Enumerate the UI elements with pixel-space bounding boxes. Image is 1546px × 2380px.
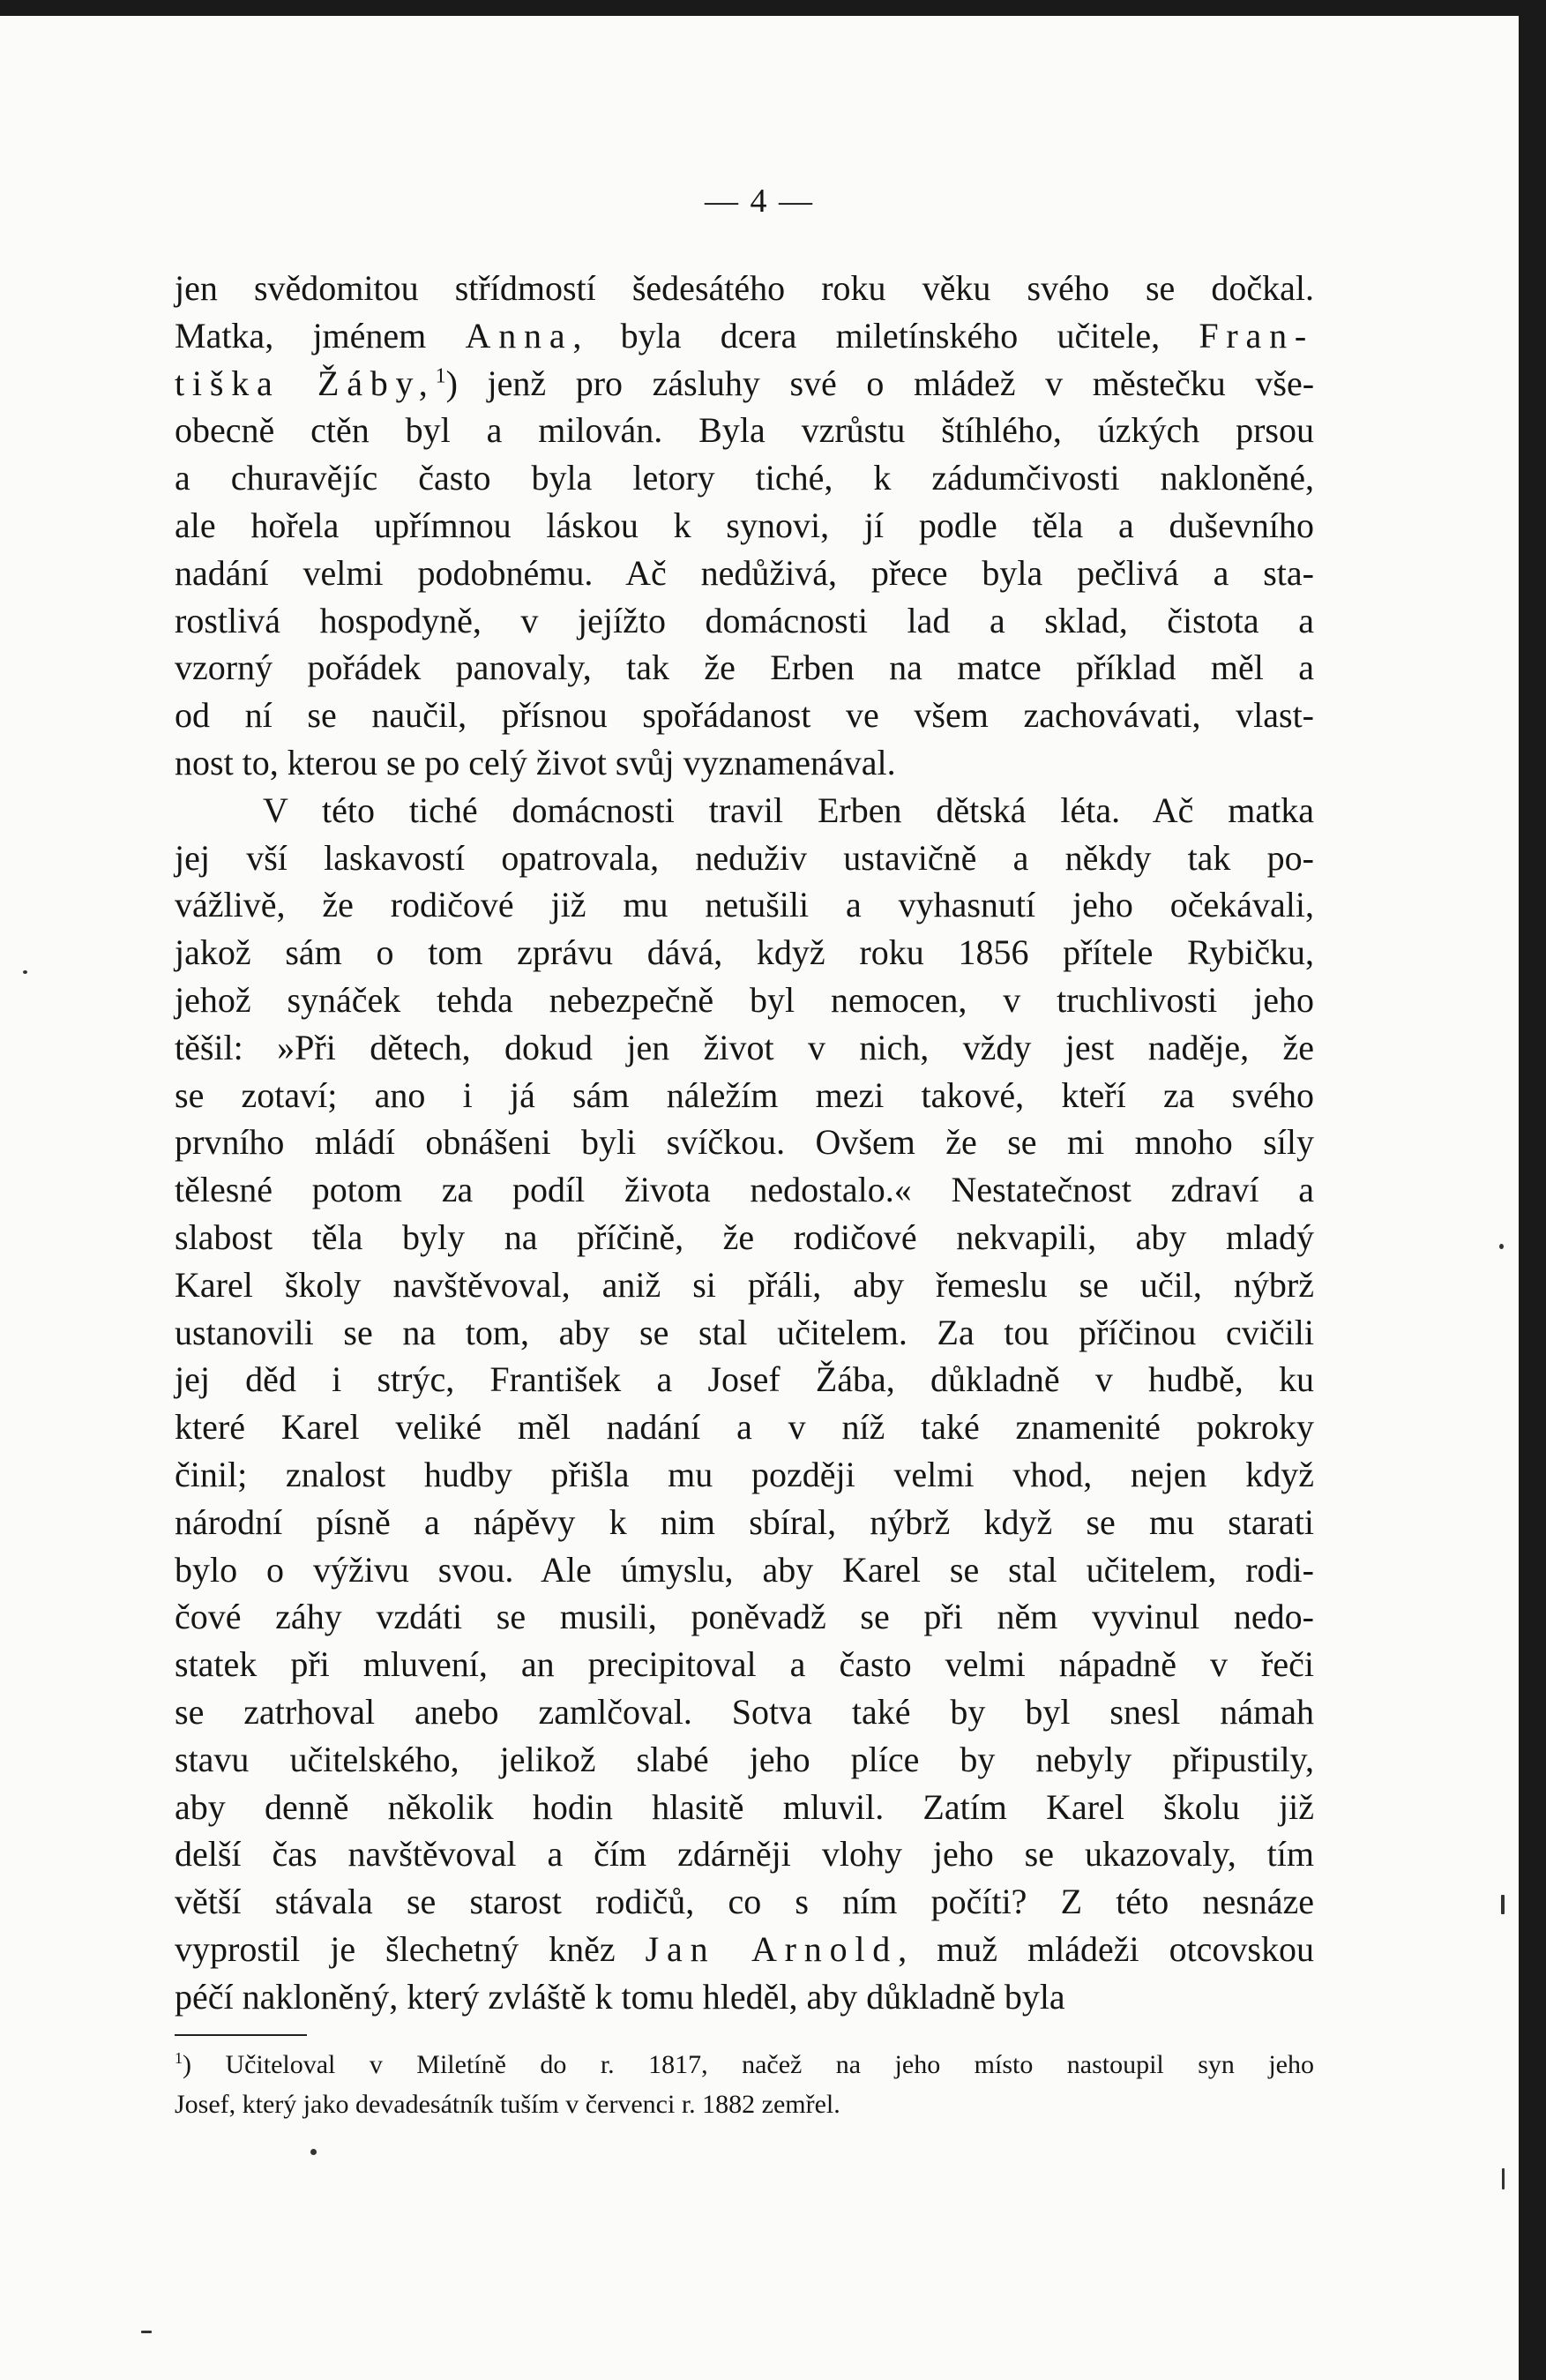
text-line	[175, 881, 1314, 929]
text-line	[175, 502, 1314, 550]
text-run: jej děd i strýc, František a Josef Žába, důkladně v hudbě, ku	[175, 1359, 1314, 1400]
text-line	[175, 1784, 1314, 1831]
print-speck	[141, 2331, 152, 2333]
text-line	[175, 1973, 1314, 2021]
text-run: Karel školy navštěvoval, aniž si přáli, aby řemeslu se učil, nýbrž	[175, 1264, 1314, 1305]
footnote-rule	[175, 2034, 307, 2036]
text-line	[175, 1593, 1314, 1641]
text-run: vážlivě, že rodičové již mu netušili a vyhasnutí jeho očekávali,	[175, 885, 1314, 925]
paragraph	[175, 787, 1314, 2021]
text-run: činil; znalost hudby přišla mu později velmi vhod, nejen když	[175, 1454, 1314, 1494]
text-line	[175, 360, 1314, 408]
text-run: jakož sám o tom zprávu dává, když roku 1856 přítele Rybičku,	[175, 932, 1314, 973]
text-line	[175, 1546, 1314, 1594]
text-run: bylo o výživu svou. Ale úmyslu, aby Karel se stal učitelem, rodi-	[175, 1549, 1314, 1590]
text-run: ale hořela upřímnou láskou k synovi, jí podle těla a duševního	[175, 505, 1314, 545]
text-line	[175, 1356, 1314, 1403]
text-run: tělesné potom za podíl života nedostalo.« Nestatečnost zdraví a	[175, 1170, 1314, 1210]
text-line	[175, 1736, 1314, 1784]
body-text	[175, 265, 1314, 2020]
text-run: a churavějíc často byla letory tiché, k zádumčivosti nakloněné,	[175, 458, 1314, 498]
text-run: větší stávala se starost rodičů, co s ním počíti? Z této nesnáze	[175, 1882, 1314, 1922]
page-number: — 4 —	[705, 183, 814, 220]
text-run: národní písně a nápěvy k nim sbíral, nýbrž když se mu starati	[175, 1501, 1314, 1542]
footnote-marker: 1	[435, 364, 446, 388]
text-line	[175, 265, 1314, 312]
print-speck	[310, 2149, 317, 2155]
text-run: vzorný pořádek panovaly, tak že Erben na matce příklad měl a	[175, 647, 1314, 688]
text-line	[175, 644, 1314, 692]
text-line	[175, 1926, 1314, 1973]
paragraph	[175, 265, 1314, 787]
print-speck	[1501, 1895, 1505, 1914]
text-run: ) jenž pro zásluhy své o mládež v městečku vše-	[445, 363, 1315, 403]
text-line	[175, 312, 1314, 360]
text-run: které Karel veliké měl nadání a v níž také znamenité pokroky	[175, 1407, 1314, 1448]
text-run: Josef, který jako devadesátník tuším v červenci r. 1882 zemřel.	[175, 2090, 840, 2119]
text-run: se zotaví; ano i já sám náležím mezi takové, kteří za svého	[175, 1074, 1314, 1115]
text-line	[175, 550, 1314, 597]
text-line	[175, 1309, 1314, 1357]
text-run: prvního mládí obnášeni byli svíčkou. Ovšem že se mi mnoho síly	[175, 1122, 1314, 1163]
text-run: čové záhy vzdáti se musili, poněvadž se při něm vyvinul nedo-	[175, 1597, 1314, 1637]
text-line	[175, 1451, 1314, 1499]
text-line	[175, 1688, 1314, 1736]
text-line	[175, 692, 1314, 739]
text-line	[175, 1830, 1314, 1878]
text-line	[175, 739, 1314, 787]
text-line	[175, 1403, 1314, 1451]
text-line	[175, 454, 1314, 502]
text-run: nost to, kterou se po celý život svůj vyznamenával.	[175, 742, 896, 782]
text-line	[175, 929, 1314, 977]
text-line	[175, 1166, 1314, 1214]
text-run: od ní se naučil, přísnou spořádanost ve všem zachovávati, vlast-	[175, 695, 1314, 736]
footnote-marker: 1	[175, 2049, 183, 2067]
text-run: aby denně několik hodin hlasitě mluvil. Zatím Karel školu již	[175, 1786, 1314, 1827]
text-run: těšil: »Při dětech, dokud jen život v nich, vždy jest naděje, že	[175, 1027, 1314, 1067]
text-run: vyprostil je šlechetný kněz	[175, 1928, 646, 1969]
text-run: Matka, jménem	[175, 315, 466, 356]
text-run: statek při mluvení, an precipitoval a často velmi nápadně v řeči	[175, 1644, 1314, 1685]
spaced-name: tiška Žáby,	[175, 363, 436, 403]
footnote	[175, 2045, 1314, 2124]
text-line	[175, 2045, 1314, 2084]
text-run: nadání velmi podobnému. Ač nedůživá, přece byla pečlivá a sta-	[175, 552, 1314, 593]
text-run: , byla dcera miletínského učitele,	[572, 315, 1199, 356]
text-line	[175, 1261, 1314, 1309]
text-line	[175, 597, 1314, 645]
text-run: ustanovili se na tom, aby se stal učitelem. Za tou příčinou cvičili	[175, 1312, 1314, 1352]
text-run: V této tiché domácnosti travil Erben dětská léta. Ač matka	[263, 790, 1314, 830]
text-run: delší čas navštěvoval a čím zdárněji vlohy jeho se ukazovaly, tím	[175, 1834, 1314, 1875]
text-line	[175, 977, 1314, 1024]
text-run: péčí nakloněný, který zvláště k tomu hleděl, aby důkladně byla	[175, 1976, 1065, 2017]
text-run: stavu učitelského, jelikož slabé jeho plíce by nebyly připustily,	[175, 1739, 1314, 1779]
text-run: slabost těla byly na příčině, že rodičové nekvapili, aby mladý	[175, 1216, 1314, 1257]
print-speck	[1502, 2168, 1505, 2189]
text-line	[175, 1072, 1314, 1119]
text-line	[175, 787, 1314, 834]
book-page	[0, 16, 1519, 2380]
text-line	[175, 1499, 1314, 1546]
spaced-name: Anna	[465, 315, 573, 356]
text-line	[175, 1641, 1314, 1688]
text-run: se zatrhoval anebo zamlčoval. Sotva také by byl snesl námah	[175, 1691, 1314, 1732]
text-line	[175, 1878, 1314, 1926]
text-line	[175, 1119, 1314, 1166]
text-line	[175, 834, 1314, 882]
spaced-name: Jan Arnold	[645, 1928, 899, 1969]
text-line	[175, 407, 1314, 454]
text-run: jehož synáček tehda nebezpečně byl nemocen, v truchlivosti jeho	[175, 979, 1314, 1020]
text-run: ) Učiteloval v Miletíně do r. 1817, načež na jeho místo nastoupil syn jeho	[183, 2050, 1314, 2079]
text-run: jej vší laskavostí opatrovala, neduživ ustavičně a někdy tak po-	[175, 837, 1314, 878]
text-run: rostlivá hospodyně, v jejížto domácnosti lad a sklad, čistota a	[175, 600, 1314, 640]
print-speck	[1499, 1244, 1504, 1249]
text-run: obecně ctěn byl a milován. Byla vzrůstu štíhlého, úzkých prsou	[175, 410, 1314, 451]
print-speck	[23, 970, 27, 974]
text-line	[175, 2084, 1314, 2124]
text-line	[175, 1024, 1314, 1072]
text-line	[175, 1214, 1314, 1261]
text-run: jen svědomitou střídmostí šedesátého roku věku svého se dočkal.	[175, 268, 1314, 308]
spaced-name: Fran-	[1199, 315, 1314, 356]
text-run: , muž mládeži otcovskou	[898, 1928, 1314, 1969]
